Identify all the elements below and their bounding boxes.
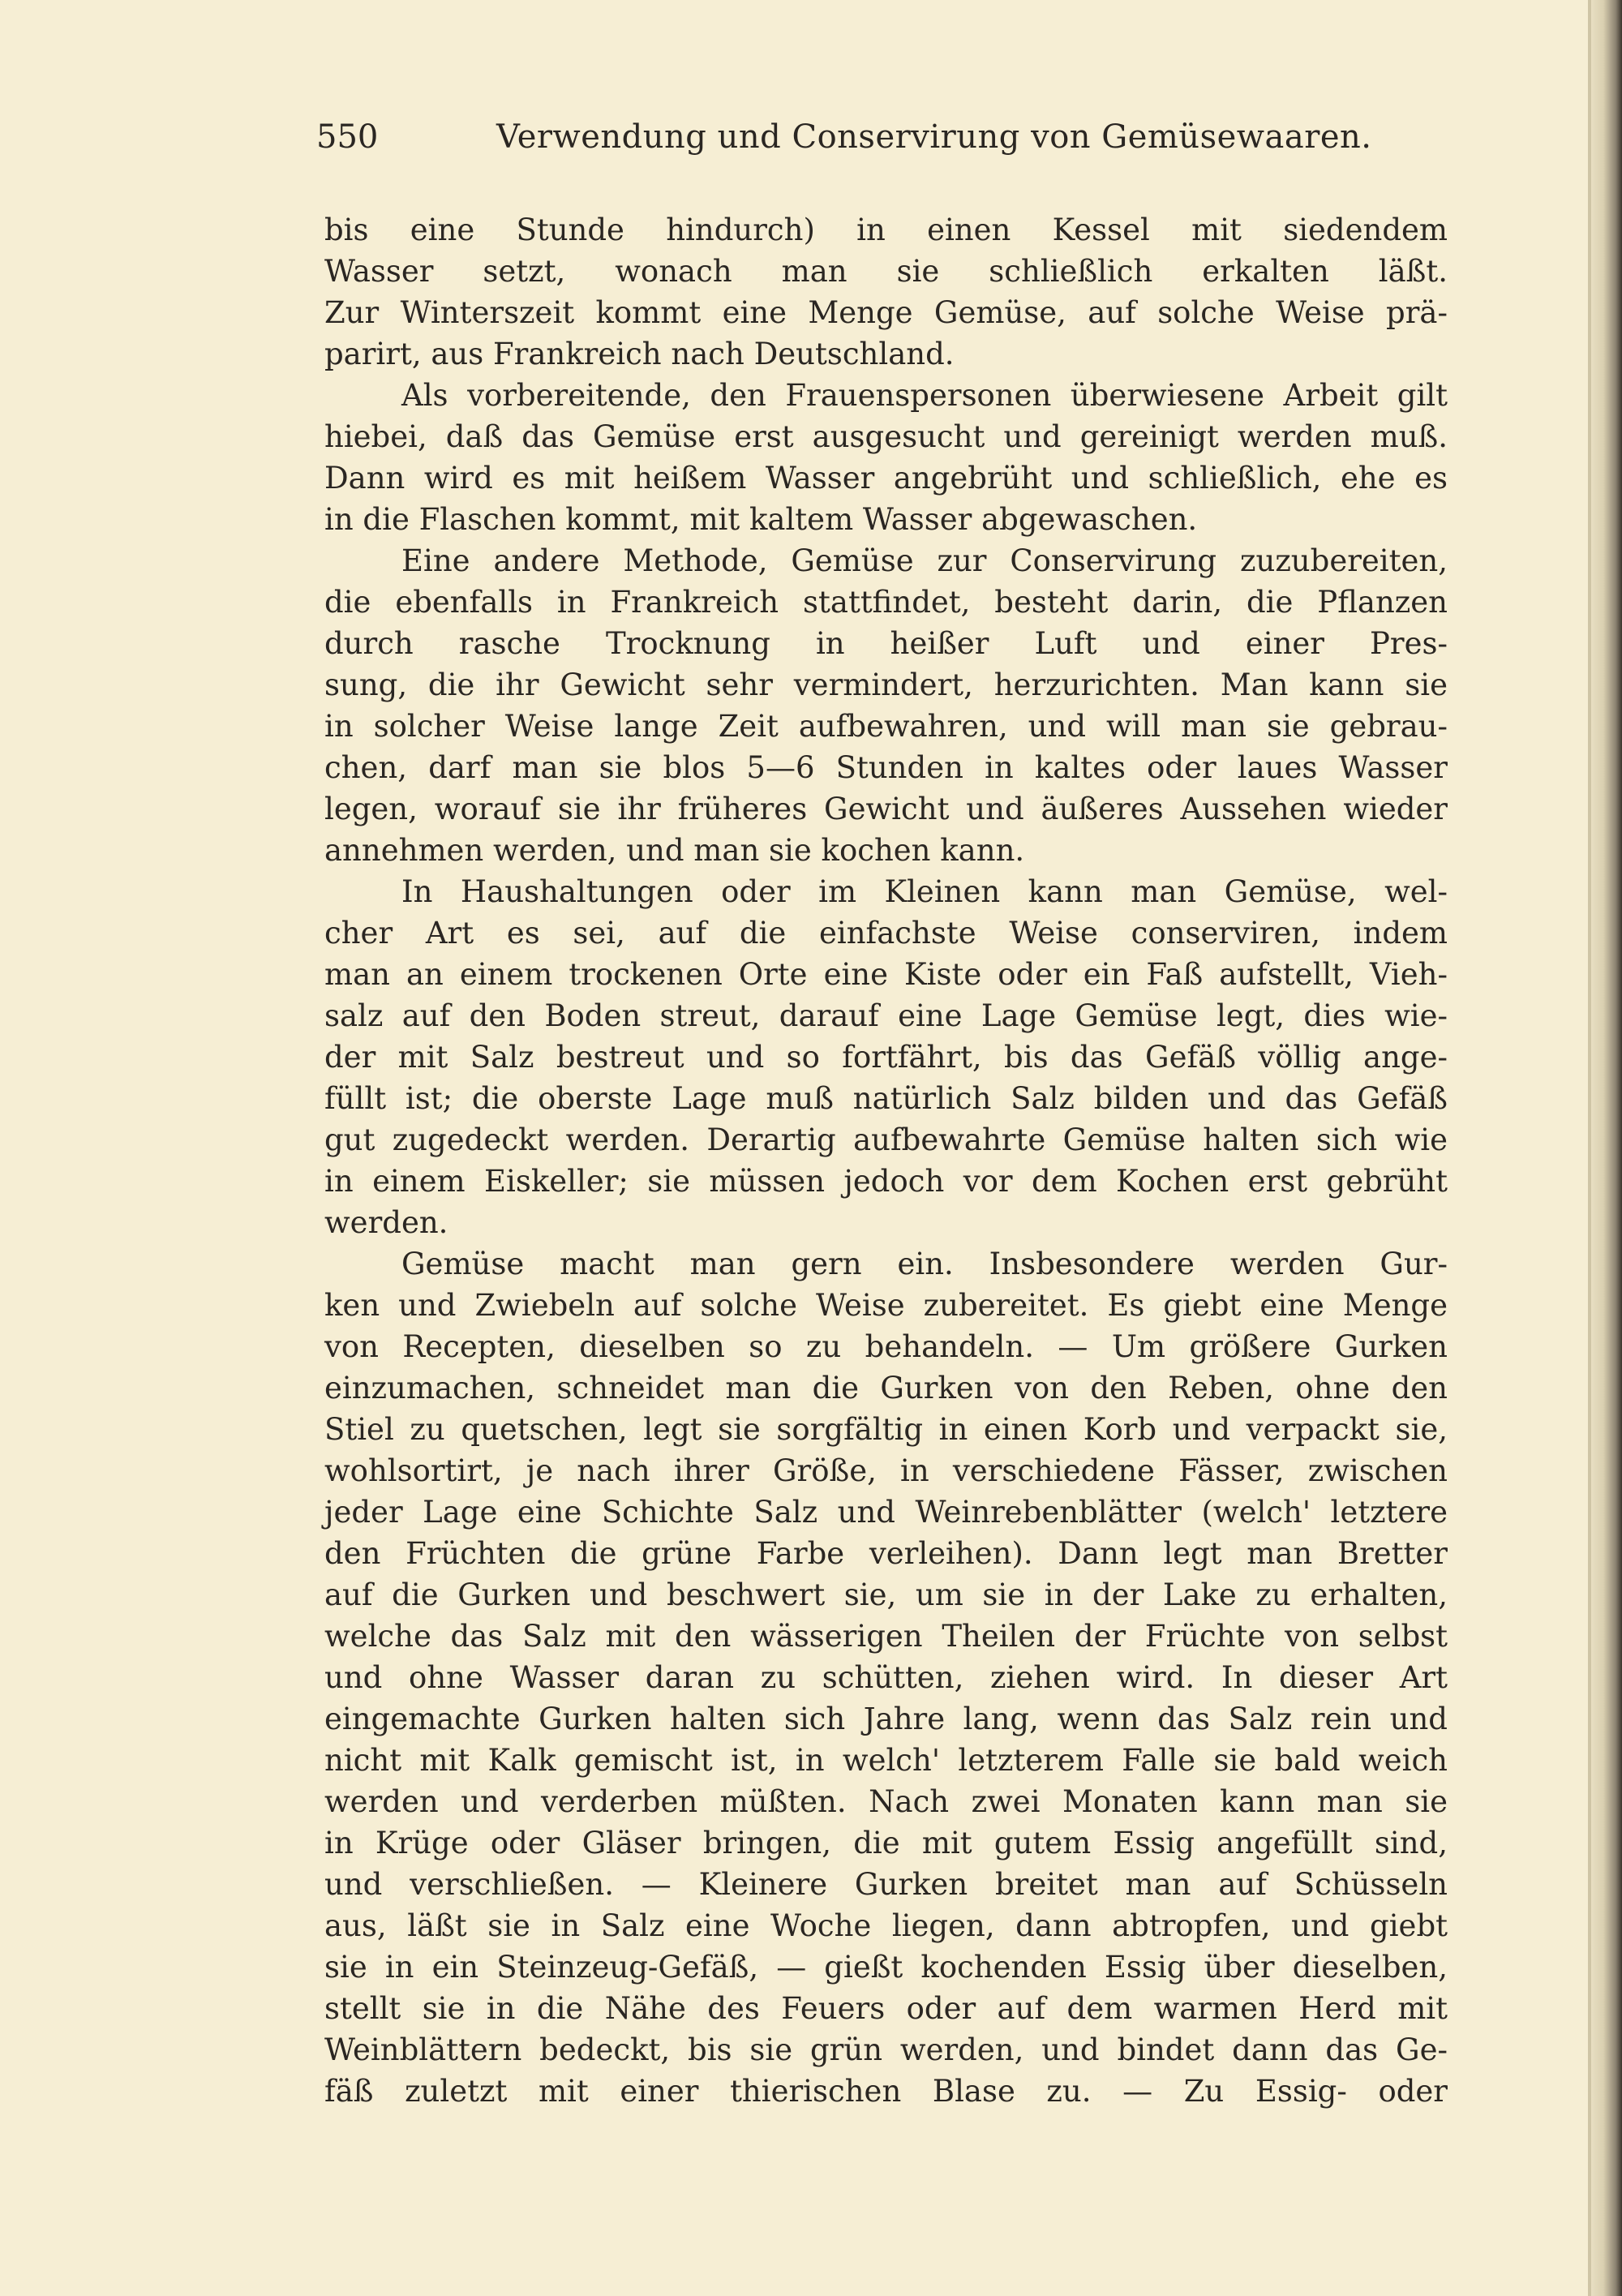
text-line: In Haushaltungen oder im Kleinen kann man Gemüse, wel- [401, 874, 1448, 909]
text-line: werden und verderben müßten. Nach zwei Monaten kann man sie [324, 1784, 1448, 1819]
text-line: legen, worauf sie ihr früheres Gewicht und äußeres Aussehen wieder [324, 792, 1448, 826]
text-line: die ebenfalls in Frankreich stattfindet, besteht darin, die Pflanzen [324, 585, 1448, 620]
text-line: man an einem trockenen Orte eine Kiste oder ein Faß aufstellt, Vieh- [324, 957, 1448, 992]
text-line: wohlsortirt, je nach ihrer Größe, in verschiedene Fässer, zwischen [324, 1453, 1448, 1488]
text-line: welche das Salz mit den wässerigen Theilen der Früchte von selbst [324, 1619, 1448, 1654]
text-line: chen, darf man sie blos 5—6 Stunden in kaltes oder laues Wasser [324, 750, 1448, 785]
text-line: jeder Lage eine Schichte Salz und Weinrebenblätter (welch' letztere [324, 1495, 1448, 1530]
text-line: werden. [324, 1205, 448, 1240]
text-line: Gemüse macht man gern ein. Insbesondere werden Gur- [401, 1247, 1448, 1281]
book-binding-edge [1591, 0, 1622, 2296]
text-line: von Recepten, dieselben so zu behandeln. — Um größere Gurken [324, 1329, 1448, 1364]
text-line: fäß zuletzt mit einer thierischen Blase zu. — Zu Essig- oder [324, 2074, 1448, 2109]
text-line: Eine andere Methode, Gemüse zur Conservirung zuzubereiten, [401, 543, 1448, 578]
text-line: Als vorbereitende, den Frauenspersonen überwiesene Arbeit gilt [401, 378, 1448, 413]
text-line: Weinblättern bedeckt, bis sie grün werden, und bindet dann das Ge- [324, 2032, 1448, 2067]
text-line: auf die Gurken und beschwert sie, um sie in der Lake zu erhalten, [324, 1577, 1448, 1612]
text-line: aus, läßt sie in Salz eine Woche liegen, dann abtropfen, und giebt [324, 1908, 1448, 1943]
text-line: annehmen werden, und man sie kochen kann. [324, 833, 1025, 868]
text-line: sung, die ihr Gewicht sehr vermindert, herzurichten. Man kann sie [324, 667, 1448, 702]
text-line: in Krüge oder Gläser bringen, die mit gutem Essig angefüllt sind, [324, 1826, 1448, 1860]
text-line: eingemachte Gurken halten sich Jahre lang, wenn das Salz rein und [324, 1702, 1448, 1736]
page-number: 550 [316, 118, 379, 156]
body-text [324, 209, 1448, 2112]
text-line: sie in ein Steinzeug-Gefäß, — gießt kochenden Essig über dieselben, [324, 1950, 1448, 1985]
text-line: parirt, aus Frankreich nach Deutschland. [324, 337, 955, 371]
text-line: in die Flaschen kommt, mit kaltem Wasser abgewaschen. [324, 502, 1198, 537]
text-line: der mit Salz bestreut und so fortfährt, bis das Gefäß völlig ange- [324, 1040, 1448, 1075]
text-line: Stiel zu quetschen, legt sie sorgfältig in einen Korb und verpackt sie, [324, 1412, 1448, 1447]
text-line: einzumachen, schneidet man die Gurken von den Reben, ohne den [324, 1371, 1448, 1405]
text-line: und verschließen. — Kleinere Gurken breitet man auf Schüsseln [324, 1867, 1448, 1902]
text-line: salz auf den Boden streut, darauf eine Lage Gemüse legt, dies wie- [324, 998, 1448, 1033]
text-line: ken und Zwiebeln auf solche Weise zubereitet. Es giebt eine Menge [324, 1288, 1448, 1323]
text-line: Dann wird es mit heißem Wasser angebrüht und schließlich, ehe es [324, 461, 1448, 496]
text-line: stellt sie in die Nähe des Feuers oder auf dem warmen Herd mit [324, 1991, 1448, 2026]
running-title: Verwendung und Conservirung von Gemüsewaaren. [496, 118, 1372, 156]
text-line: nicht mit Kalk gemischt ist, in welch' letzterem Falle sie bald weich [324, 1743, 1448, 1778]
text-line: gut zugedeckt werden. Derartig aufbewahrte Gemüse halten sich wie [324, 1122, 1448, 1157]
text-line: Zur Winterszeit kommt eine Menge Gemüse, auf solche Weise prä- [324, 295, 1448, 330]
page-header [316, 118, 1448, 159]
text-line: Wasser setzt, wonach man sie schließlich erkalten läßt. [324, 254, 1448, 289]
text-line: in einem Eiskeller; sie müssen jedoch vor dem Kochen erst gebrüht [324, 1164, 1448, 1199]
text-line: in solcher Weise lange Zeit aufbewahren, und will man sie gebrau- [324, 709, 1448, 744]
text-line: cher Art es sei, auf die einfachste Weise conserviren, indem [324, 916, 1448, 951]
text-line: durch rasche Trocknung in heißer Luft und einer Pres- [324, 626, 1448, 661]
text-line: und ohne Wasser daran zu schütten, ziehen wird. In dieser Art [324, 1660, 1448, 1695]
text-line: bis eine Stunde hindurch) in einen Kessel mit siedendem [324, 212, 1448, 247]
text-line: füllt ist; die oberste Lage muß natürlich Salz bilden und das Gefäß [324, 1081, 1448, 1116]
text-line: hiebei, daß das Gemüse erst ausgesucht und gereinigt werden muß. [324, 419, 1448, 454]
text-line: den Früchten die grüne Farbe verleihen). Dann legt man Bretter [324, 1536, 1448, 1571]
